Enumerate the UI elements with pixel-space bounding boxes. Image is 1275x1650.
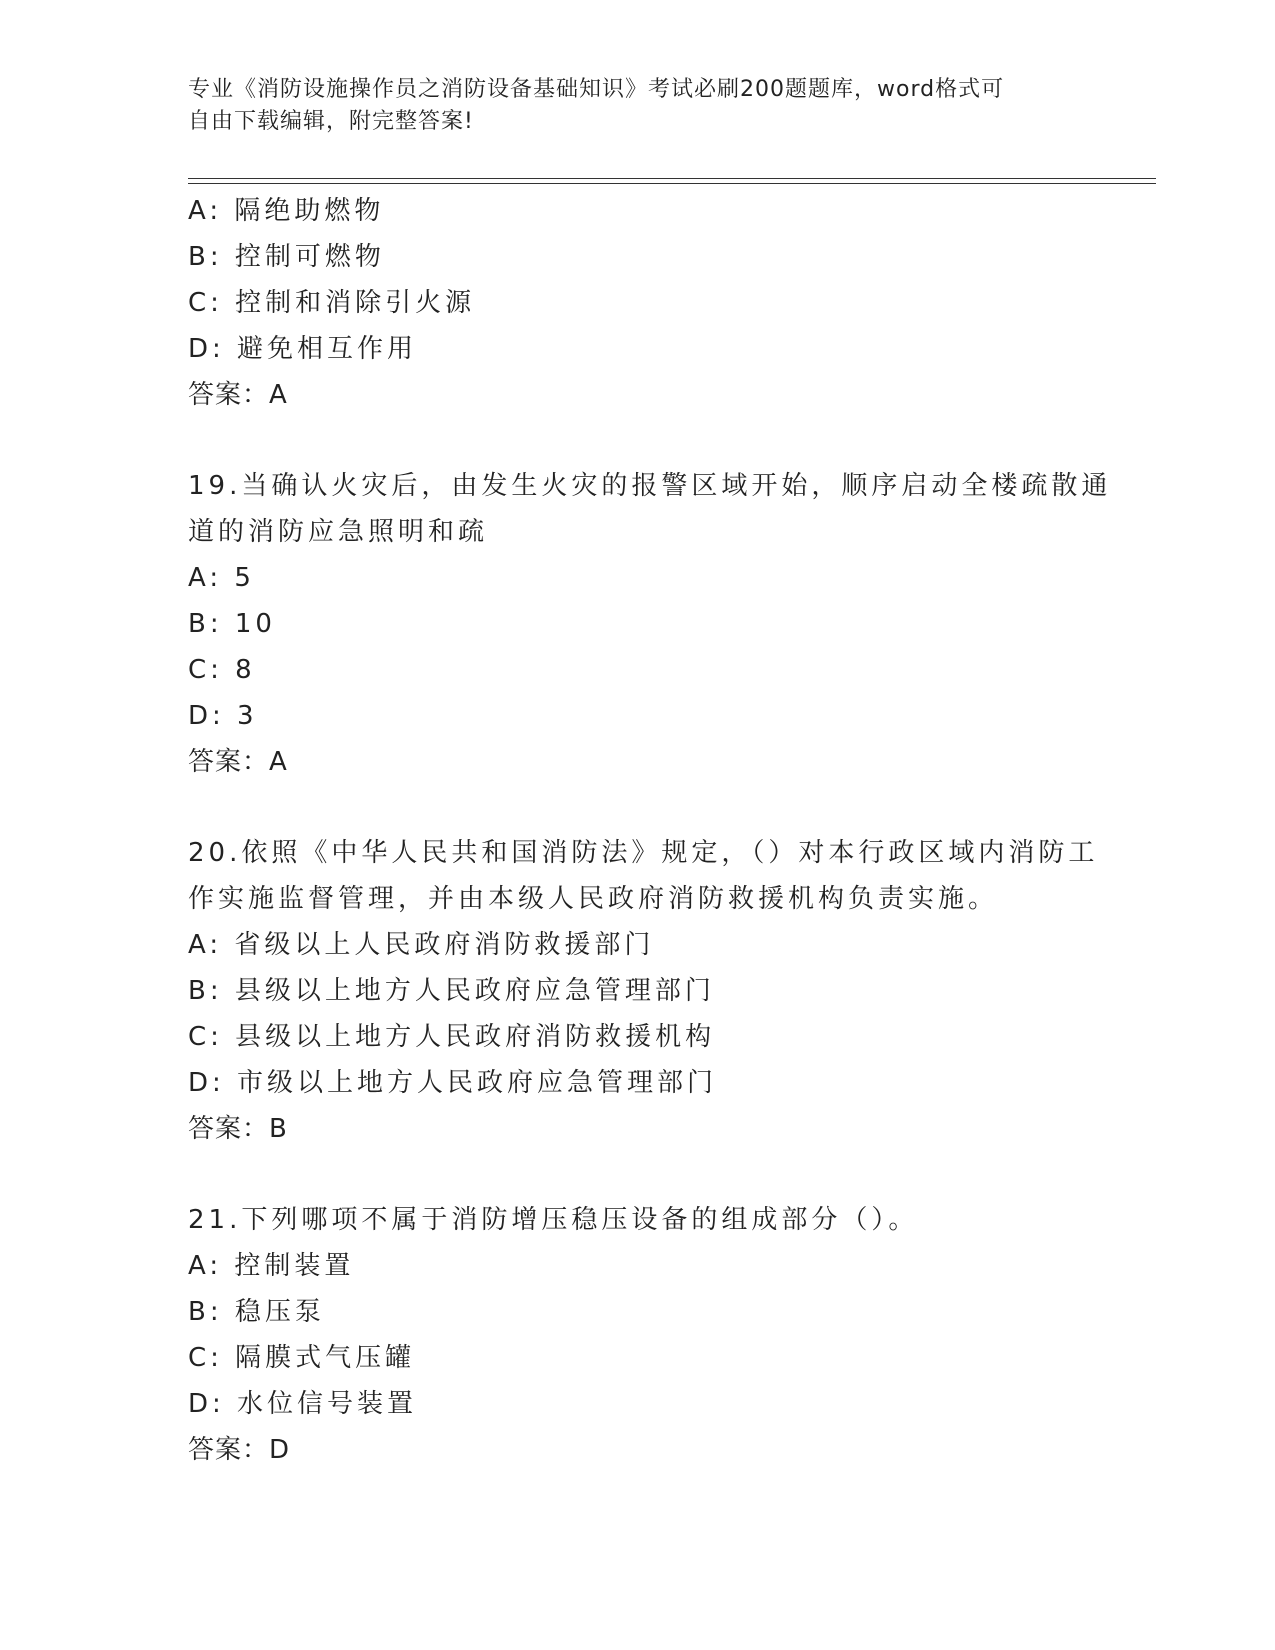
option-a: A: 控制装置 bbox=[188, 1251, 355, 1281]
answer: 答案：D bbox=[188, 1435, 291, 1465]
question-19 bbox=[188, 463, 1112, 785]
answer: 答案：B bbox=[188, 1114, 288, 1144]
header-line-2: 自由下载编辑，附完整答案! bbox=[188, 109, 474, 134]
question-text-line-1: 20.依照《中华人民共和国消防法》规定，（）对本行政区域内消防工 bbox=[188, 838, 1099, 868]
option-b: B: 稳压泵 bbox=[188, 1297, 325, 1327]
option-a: A: 5 bbox=[188, 563, 255, 593]
option-b: B: 10 bbox=[188, 609, 276, 639]
question-text-line-2: 道的消防应急照明和疏 bbox=[188, 517, 489, 547]
header-divider-top bbox=[188, 178, 1156, 179]
option-d: D: 避免相互作用 bbox=[188, 334, 418, 364]
question-21 bbox=[188, 1197, 1088, 1473]
header-line-1: 专业《消防设施操作员之消防设备基础知识》考试必刷200题题库，word格式可 bbox=[188, 77, 1005, 102]
option-c: C: 隔膜式气压罐 bbox=[188, 1343, 416, 1373]
question-20 bbox=[188, 830, 1099, 1152]
question-text-line-2: 作实施监督管理，并由本级人民政府消防救援机构负责实施。 bbox=[188, 884, 999, 914]
option-d: D: 市级以上地方人民政府应急管理部门 bbox=[188, 1068, 718, 1098]
option-a: A: 省级以上人民政府消防救援部门 bbox=[188, 930, 655, 960]
option-d: D: 3 bbox=[188, 701, 258, 731]
header-divider-bottom bbox=[188, 183, 1156, 184]
option-d: D: 水位信号装置 bbox=[188, 1389, 418, 1419]
option-c: C: 8 bbox=[188, 655, 256, 685]
document-header bbox=[188, 74, 1068, 138]
answer: 答案：A bbox=[188, 380, 288, 410]
option-b: B: 控制可燃物 bbox=[188, 242, 385, 272]
question-list bbox=[188, 188, 1112, 1473]
question-text-line-1: 19.当确认火灾后，由发生火灾的报警区域开始，顺序启动全楼疏散通 bbox=[188, 471, 1112, 501]
option-c: C: 控制和消除引火源 bbox=[188, 288, 476, 318]
answer: 答案：A bbox=[188, 747, 288, 777]
option-c: C: 县级以上地方人民政府消防救援机构 bbox=[188, 1022, 716, 1052]
question-18 bbox=[188, 188, 1088, 418]
question-text-line-1: 21.下列哪项不属于消防增压稳压设备的组成部分（）。 bbox=[188, 1205, 919, 1235]
option-b: B: 县级以上地方人民政府应急管理部门 bbox=[188, 976, 715, 1006]
option-a: A: 隔绝助燃物 bbox=[188, 196, 385, 226]
